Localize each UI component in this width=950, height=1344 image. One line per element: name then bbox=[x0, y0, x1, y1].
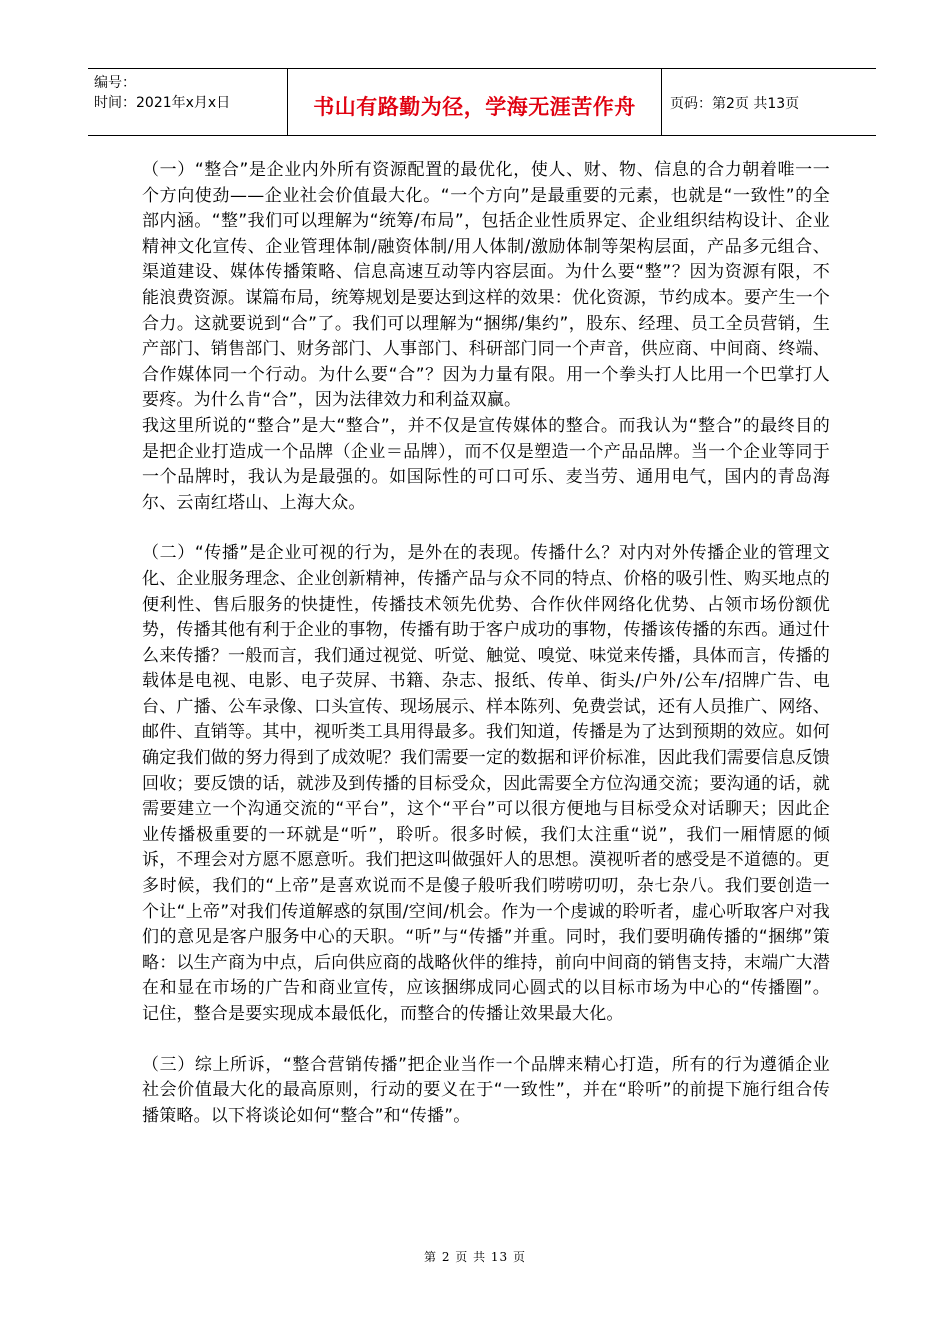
paragraph-summary: （三）综上所诉，“整合营销传播”把企业当作一个品牌来精心打造，所有的行为遵循企业社会价值最大化的最高原则，行动的要义在于“一致性”，并在“聆听”的前提下施行组合传播策略。以下将谈论如何“整合”和“传播”。 bbox=[142, 1054, 830, 1126]
paragraph-big-integration: 我这里所说的“整合”是大“整合”，并不仅是宣传媒体的整合。而我认为“整合”的最终目的是把企业打造成一个品牌（企业＝品牌），而不仅是塑造一个产品品牌。当一个企业等同于一个品牌时，我认为是最强的。如国际性的可口可乐、麦当劳、通用电气，国内的青岛海尔、云南红塔山、上海大众。 bbox=[142, 415, 830, 513]
serial-number-label: 编号： bbox=[94, 75, 136, 91]
header-divider bbox=[661, 69, 662, 135]
page-footer: 第 2 页 共 13 页 bbox=[424, 1250, 526, 1264]
document-body bbox=[142, 158, 830, 1129]
date-label: 时间：2021年x月x日 bbox=[94, 95, 231, 111]
paragraph-integration: （一）“整合”是企业内外所有资源配置的最优化，使人、财、物、信息的合力朝着唯一一个方向使劲——企业社会价值最大化。“一个方向”是最重要的元素，也就是“一致性”的全部内涵。“整”我们可以理解为“统筹/布局”，包括企业性质界定、企业组织结构设计、企业精神文化宣传、企业管理体制/融资体制/用人体制/激励体制等架构层面，产品多元组合、渠道建设、媒体传播策略、信息高速互动等内容层面。为什么要“整”？因为资源有限，不能浪费资源。谋篇布局，统筹规划是要达到这样的效果：优化资源，节约成本。要产生一个合力。这就要说到“合”了。我们可以理解为“捆绑/集约”，股东、经理、员工全员营销，生产部门、销售部门、财务部门、人事部门、科研部门同一个声音，供应商、中间商、终端、合作媒体同一个行动。为什么要“合”？因为力量有限。用一个拳头打人比用一个巴掌打人要疼。为什么肯“合”，因为法律效力和利益双赢。 bbox=[142, 160, 830, 411]
page-header bbox=[88, 68, 876, 136]
header-page-info: 页码：第2页 共13页 bbox=[670, 96, 800, 112]
header-meta bbox=[94, 73, 230, 113]
header-motto: 书山有路勤为径，学海无涯苦作舟 bbox=[313, 95, 636, 119]
paragraph-communication: （二）“传播”是企业可视的行为，是外在的表现。传播什么？对内对外传播企业的管理文化、企业服务理念、企业创新精神，传播产品与众不同的特点、价格的吸引性、购买地点的便利性、售后服务的快捷性，传播技术领先优势、合作伙伴网络化优势、占领市场份额优势，传播其他有利于企业的事物，传播有助于客户成功的事物，传播该传播的东西。通过什么来传播？一般而言，我们通过视觉、听觉、触觉、嗅觉、味觉来传播，具体而言，传播的载体是电视、电影、电子荧屏、书籍、杂志、报纸、传单、街头/户外/公车/招牌广告、电台、广播、公车录像、口头宣传、现场展示、样本陈列、免费尝试，还有人员推广、网络、邮件、直销等。其中，视听类工具用得最多。我们知道，传播是为了达到预期的效应。如何确定我们做的努力得到了成效呢？我们需要一定的数据和评价标准，因此我们需要信息反馈回收；要反馈的话，就涉及到传播的目标受众，因此需要全方位沟通交流；要沟通的话，就需要建立一个沟通交流的“平台”，这个“平台”可以很方便地与目标受众对话聊天；因此企业传播极重要的一环就是“听”，聆听。很多时候，我们太注重“说”，我们一厢情愿的倾诉，不理会对方愿不愿意听。我们把这叫做强奸人的思想。漠视听者的感受是不道德的。更多时候，我们的“上帝”是喜欢说而不是傻子般听我们唠唠叨叨，杂七杂八。我们要创造一个让“上帝”对我们传道解惑的氛围/空间/机会。作为一个虔诚的聆听者，虚心听取客户对我们的意见是客户服务中心的天职。“听”与“传播”并重。同时，我们要明确传播的“捆绑”策略：以生产商为中点，后向供应商的战略伙伴的维持，前向中间商的销售支持，末端广大潜在和显在市场的广告和商业宣传，应该捆绑成同心圆式的以目标市场为中心的“传播圈”。记住，整合是要实现成本最低化，而整合的传播让效果最大化。 bbox=[142, 543, 830, 1024]
